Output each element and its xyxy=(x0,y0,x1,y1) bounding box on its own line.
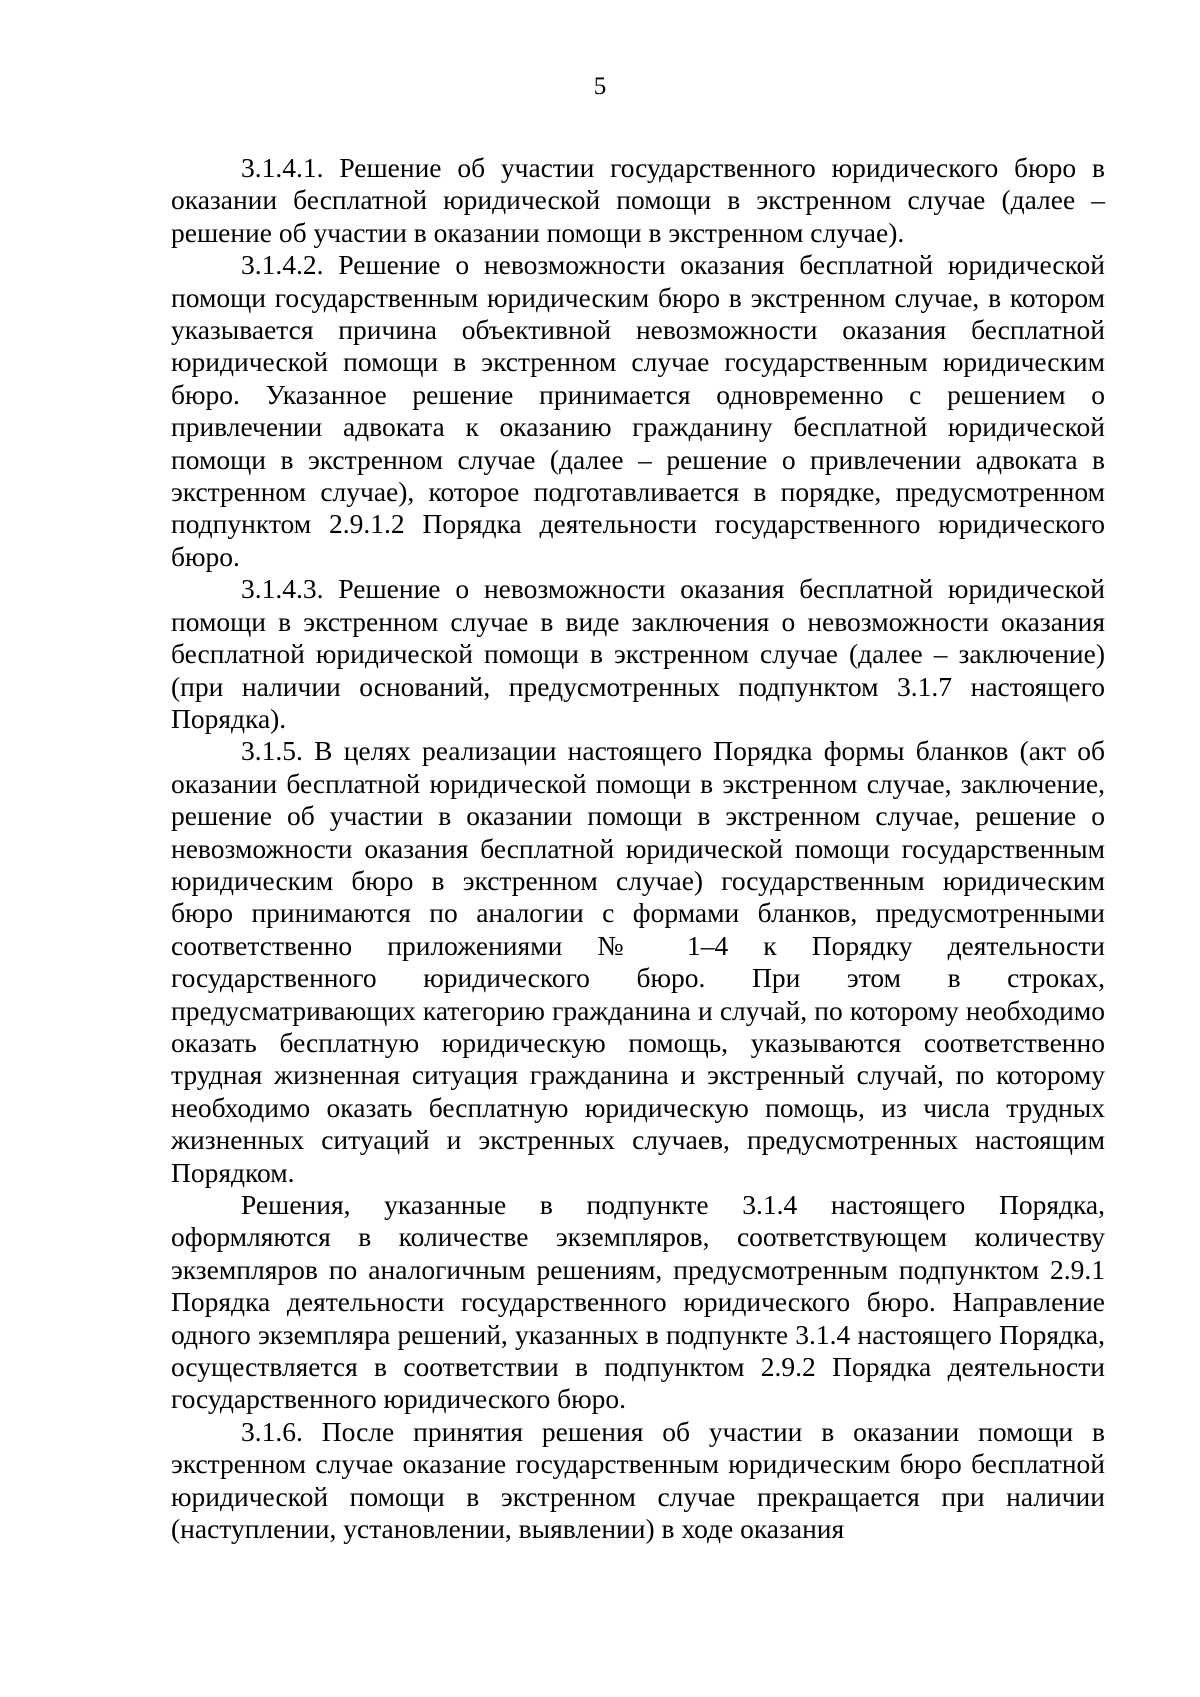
paragraph-3-1-5: 3.1.5. В целях реализации настоящего Порядка формы бланков (акт об оказании бесплатной юридической помощи в экстренном случае, заключение, решение об участии в оказании помощи в экстренном случае, решение о невозможности оказания бесплатной юридической помощи государственным юридическим бюро в экстренном случае) государственным юридическим бюро принимаются по аналогии с формами бланков, предусмотренными соответственно приложениями № 1–4 к Порядку деятельности государственного юридического бюро. При этом в строках, предусматривающих категорию гражданина и случай, по которому необходимо оказать бесплатную юридическую помощь, указываются соответственно трудная жизненная ситуация гражданина и экстренный случай, по которому необходимо оказать бесплатную юридическую помощь, из числа трудных жизненных ситуаций и экстренных случаев, предусмотренных настоящим Порядком. xyxy=(171,735,1105,1188)
paragraph-3-1-4-3: 3.1.4.3. Решение о невозможности оказания бесплатной юридической помощи в экстренном случае в виде заключения о невозможности оказания бесплатной юридической помощи в экстренном случае (далее – заключение) (при наличии оснований, предусмотренных подпунктом 3.1.7 настоящего Порядка). xyxy=(171,573,1105,734)
paragraph-3-1-4-1: 3.1.4.1. Решение об участии государственного юридического бюро в оказании бесплатной юридической помощи в экстренном случае (далее – решение об участии в оказании помощи в экстренном случае). xyxy=(171,152,1105,248)
document-body xyxy=(171,152,1105,1545)
paragraph-decisions: Решения, указанные в подпункте 3.1.4 настоящего Порядка, оформляются в количестве экземпляров, соответствующем количеству экземпляров по аналогичным решениям, предусмотренным подпунктом 2.9.1 Порядка деятельности государственного юридического бюро. Направление одного экземпляра решений, указанных в подпункте 3.1.4 настоящего Порядка, осуществляется в соответствии в подпунктом 2.9.2 Порядка деятельности государственного юридического бюро. xyxy=(171,1189,1105,1415)
paragraph-3-1-4-2: 3.1.4.2. Решение о невозможности оказания бесплатной юридической помощи государственным юридическим бюро в экстренном случае, в котором указывается причина объективной невозможности оказания бесплатной юридической помощи в экстренном случае государственным юридическим бюро. Указанное решение принимается одновременно с решением о привлечении адвоката к оказанию гражданину бесплатной юридической помощи в экстренном случае (далее – решение о привлечении адвоката в экстренном случае), которое подготавливается в порядке, предусмотренном подпунктом 2.9.1.2 Порядка деятельности государственного юридического бюро. xyxy=(171,249,1105,572)
paragraph-3-1-6: 3.1.6. После принятия решения об участии в оказании помощи в экстренном случае оказание государственным юридическим бюро бесплатной юридической помощи в экстренном случае прекращается при наличии (наступлении, установлении, выявлении) в ходе оказания xyxy=(171,1415,1105,1545)
page-number: 5 xyxy=(593,73,607,100)
